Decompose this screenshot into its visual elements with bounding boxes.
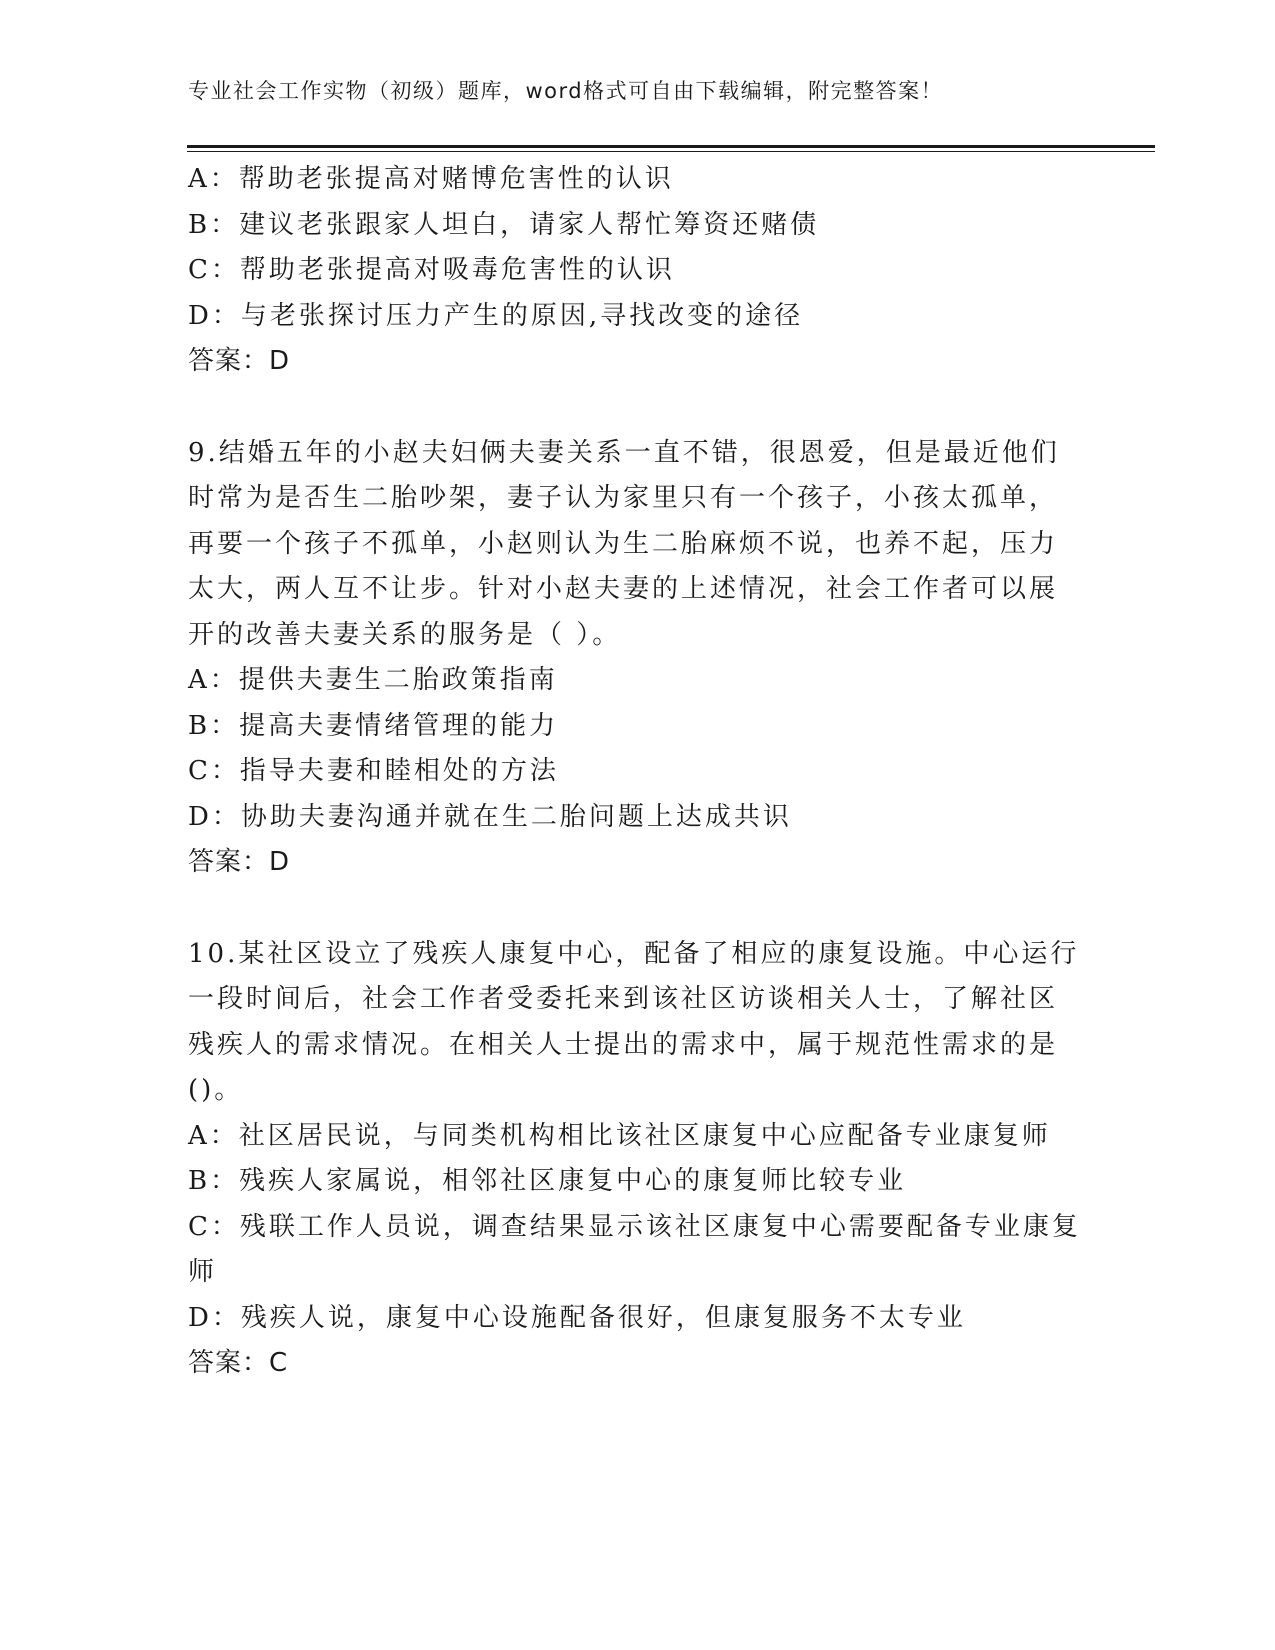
answer-line: 答案：D [188,847,291,877]
document-body [188,157,1088,1387]
question-text-line: 一段时间后，社会工作者受委托来到该社区访谈相关人士，了解社区 [188,984,1059,1014]
answer-line: 答案：D [188,346,291,376]
question-text-line: 时常为是否生二胎吵架，妻子认为家里只有一个孩子，小孩太孤单， [188,483,1059,513]
option-a: A：提供夫妻生二胎政策指南 [188,665,558,695]
question-text-line: 9.结婚五年的小赵夫妇俩夫妻关系一直不错，很恩爱，但是最近他们 [188,437,1060,468]
option-c: C：残联工作人员说，调查结果显示该社区康复中心需要配备专业康复 [188,1211,1081,1242]
question-text-line: 再要一个孩子不孤单，小赵则认为生二胎麻烦不说，也养不起，压力 [188,528,1059,559]
question-text-line: 开的改善夫妻关系的服务是（ ）。 [188,619,622,650]
option-b: B：建议老张跟家人坦白，请家人帮忙筹资还赌债 [188,209,820,240]
question-block-10 [188,932,1088,1387]
option-c: C：指导夫妻和睦相处的方法 [188,756,559,786]
page-header: 专业社会工作实物（初级）题库，word格式可自由下载编辑，附完整答案！ [188,79,944,103]
option-a: A：社区居民说，与同类机构相比该社区康复中心应配备专业康复师 [188,1120,1051,1151]
header-rule [187,145,1155,148]
question-text-line: 太大，两人互不让步。针对小赵夫妻的上述情况，社会工作者可以展 [188,574,1059,604]
question-block-8 [188,157,1088,385]
question-text-line: 残疾人的需求情况。在相关人士提出的需求中，属于规范性需求的是 [188,1029,1059,1060]
spacer [188,886,1088,932]
question-text-line: ()。 [188,1075,244,1105]
option-a: A：帮助老张提高对赌博危害性的认识 [188,164,674,194]
option-d: D：残疾人说，康复中心设施配备很好，但康复服务不太专业 [188,1302,966,1333]
question-block-9 [188,431,1088,886]
option-d: D：协助夫妻沟通并就在生二胎问题上达成共识 [188,801,792,832]
option-b: B：残疾人家属说，相邻社区康复中心的康复师比较专业 [188,1166,907,1196]
question-text-line: 10.某社区设立了残疾人康复中心，配备了相应的康复设施。中心运行 [188,938,1080,969]
option-c: C：帮助老张提高对吸毒危害性的认识 [188,255,675,285]
option-b: B：提高夫妻情绪管理的能力 [188,710,559,741]
answer-line: 答案：C [188,1348,289,1378]
header-rule-thin [187,151,1155,152]
option-d: D：与老张探讨压力产生的原因,寻找改变的途径 [188,300,804,331]
spacer [188,385,1088,431]
option-c-continued: 师 [188,1257,218,1287]
